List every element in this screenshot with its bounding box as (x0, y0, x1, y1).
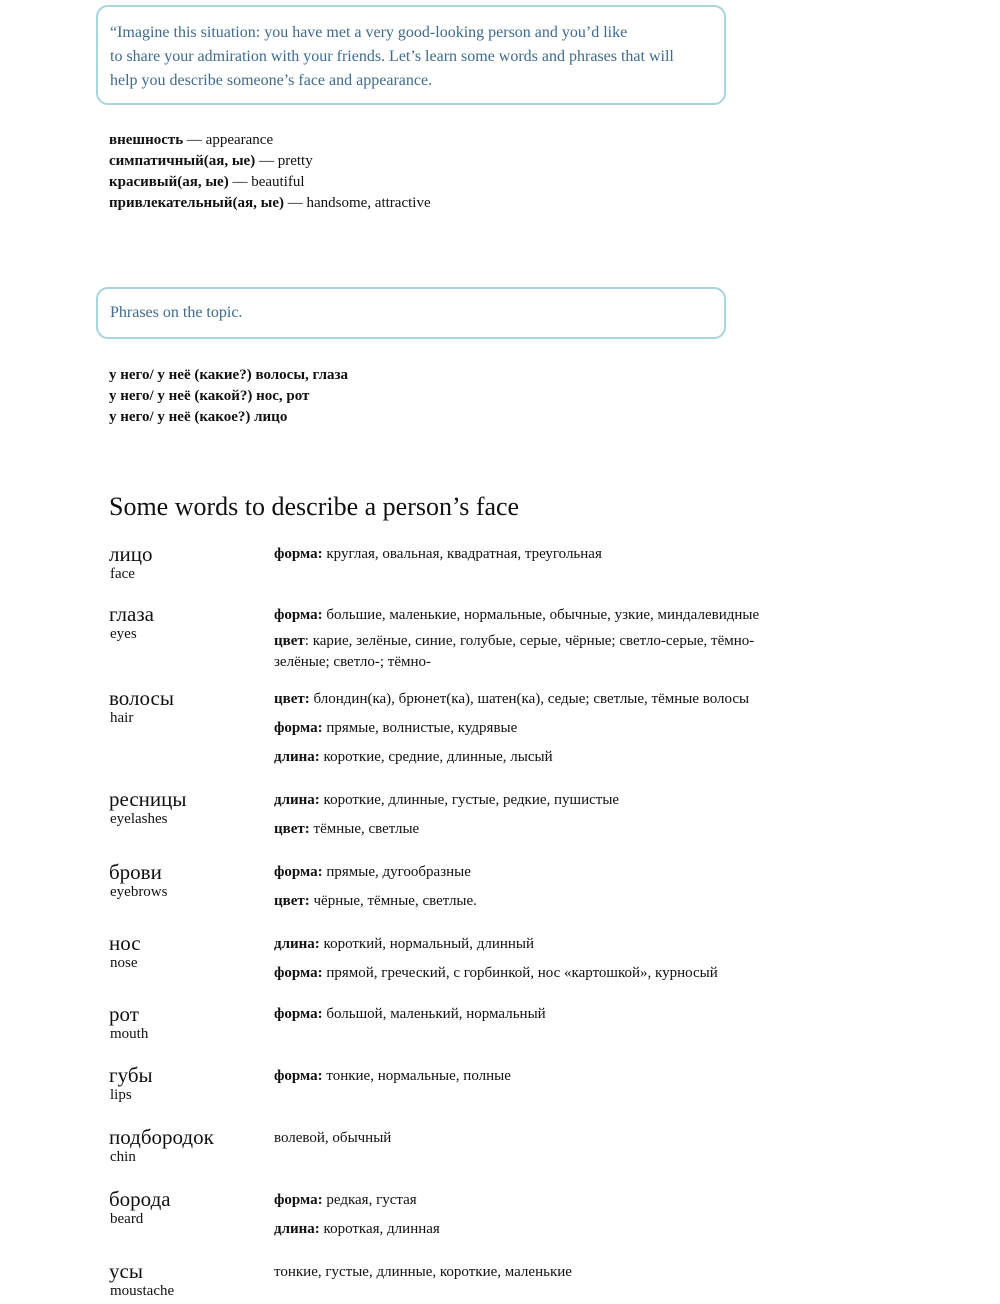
term-desc-row: длина: короткие, средние, длинные, лысый (274, 749, 553, 765)
phrase-item: у него/ у неё (какие?) волосы, глаза (109, 367, 349, 383)
intro-callout (96, 5, 726, 105)
term-en: eyelashes (110, 811, 168, 827)
term-lips (109, 1064, 153, 1105)
term-en: nose (110, 955, 138, 971)
term-desc-row: длина: короткие, длинные, густые, редкие, пушистые (274, 792, 620, 808)
term-ru: волосы (109, 686, 174, 710)
term-ru: нос (109, 931, 141, 955)
term-beard (109, 1188, 171, 1229)
vocab-item (109, 172, 431, 193)
vocab-item (109, 193, 431, 214)
term-ru: губы (109, 1063, 153, 1087)
term-desc-row: форма: редкая, густая (274, 1192, 417, 1208)
term-desc-row: форма: прямые, волнистые, кудрявые (274, 720, 518, 736)
term-ru: лицо (109, 542, 153, 566)
vocab-ru: привлекательный(ая, ые) (109, 195, 284, 211)
term-desc-row: форма: большие, маленькие, нормальные, обычные, узкие, миндалевидные (274, 607, 760, 623)
term-desc-row: зелёные; светло-; тёмно- (274, 654, 432, 670)
term-ru: рот (109, 1002, 139, 1026)
vocab-item (109, 130, 431, 151)
term-en: hair (110, 710, 134, 726)
term-desc-row: форма: большой, маленький, нормальный (274, 1006, 546, 1022)
term-en: beard (110, 1211, 144, 1227)
term-en: mouth (110, 1026, 149, 1042)
vocab-en: — beautiful (228, 174, 305, 190)
term-ru: ресницы (109, 787, 187, 811)
vocab-en: — handsome, attractive (283, 195, 431, 211)
term-desc-row: форма: тонкие, нормальные, полные (274, 1068, 511, 1084)
term-desc-row: длина: короткая, длинная (274, 1221, 440, 1237)
term-en: face (110, 566, 135, 582)
phrases-list (109, 365, 348, 428)
term-desc-row: цвет: чёрные, тёмные, светлые. (274, 893, 477, 909)
term-en: eyes (110, 626, 137, 642)
term-en: chin (110, 1149, 136, 1165)
vocab-en: — appearance (183, 132, 274, 148)
intro-line: help you describe someone’s face and appearance. (110, 72, 433, 89)
intro-line: to share your admiration with your friends. Let’s learn some words and phrases that will (110, 48, 674, 65)
term-desc-row: длина: короткий, нормальный, длинный (274, 936, 535, 952)
vocab-ru: красивый(ая, ые) (109, 174, 229, 190)
term-ru: глаза (109, 602, 154, 626)
term-desc-row: волевой, обычный (274, 1130, 392, 1146)
term-face (109, 543, 152, 584)
term-ru: усы (109, 1259, 143, 1283)
topic-callout (96, 287, 726, 339)
term-desc-row: цвет: тёмные, светлые (274, 821, 420, 837)
vocab-ru: внешность (109, 132, 184, 148)
face-section-heading: Some words to describe a person’s face (109, 492, 520, 521)
term-eyelashes (109, 788, 187, 829)
vocab-ru: симпатичный(ая, ые) (109, 153, 256, 169)
term-chin (109, 1126, 214, 1167)
vocab-item (109, 151, 431, 172)
intro-line: “Imagine this situation: you have met a very good-looking person and you’d like (110, 24, 628, 41)
term-en: lips (110, 1087, 132, 1103)
term-moustache (109, 1260, 174, 1301)
term-desc-row: форма: круглая, овальная, квадратная, треугольная (274, 546, 602, 562)
term-ru: брови (109, 860, 162, 884)
term-eyes (109, 603, 154, 644)
term-mouth (109, 1003, 148, 1044)
term-en: eyebrows (110, 884, 168, 900)
term-ru: борода (109, 1187, 171, 1211)
term-desc-row: цвет: карие, зелёные, синие, голубые, серые, чёрные; светло-серые, тёмно- (274, 633, 755, 649)
term-hair (109, 687, 174, 728)
term-desc-row: тонкие, густые, длинные, короткие, маленькие (274, 1264, 572, 1280)
phrase-item: у него/ у неё (какой?) нос, рот (109, 388, 310, 404)
term-desc-row: форма: прямой, греческий, с горбинкой, нос «картошкой», курносый (274, 965, 718, 981)
term-desc-row: форма: прямые, дугообразные (274, 864, 471, 880)
topic-title: Phrases on the topic. (110, 304, 243, 321)
term-ru: подбородок (109, 1125, 214, 1149)
term-en: moustache (110, 1283, 175, 1299)
appearance-vocab-list (109, 130, 431, 214)
term-nose (109, 932, 141, 973)
vocab-en: — pretty (255, 153, 313, 169)
term-eyebrows (109, 861, 167, 902)
phrase-item: у него/ у неё (какое?) лицо (109, 409, 288, 425)
term-desc-row: цвет: блондин(ка), брюнет(ка), шатен(ка), седые; светлые, тёмные волосы (274, 691, 750, 707)
